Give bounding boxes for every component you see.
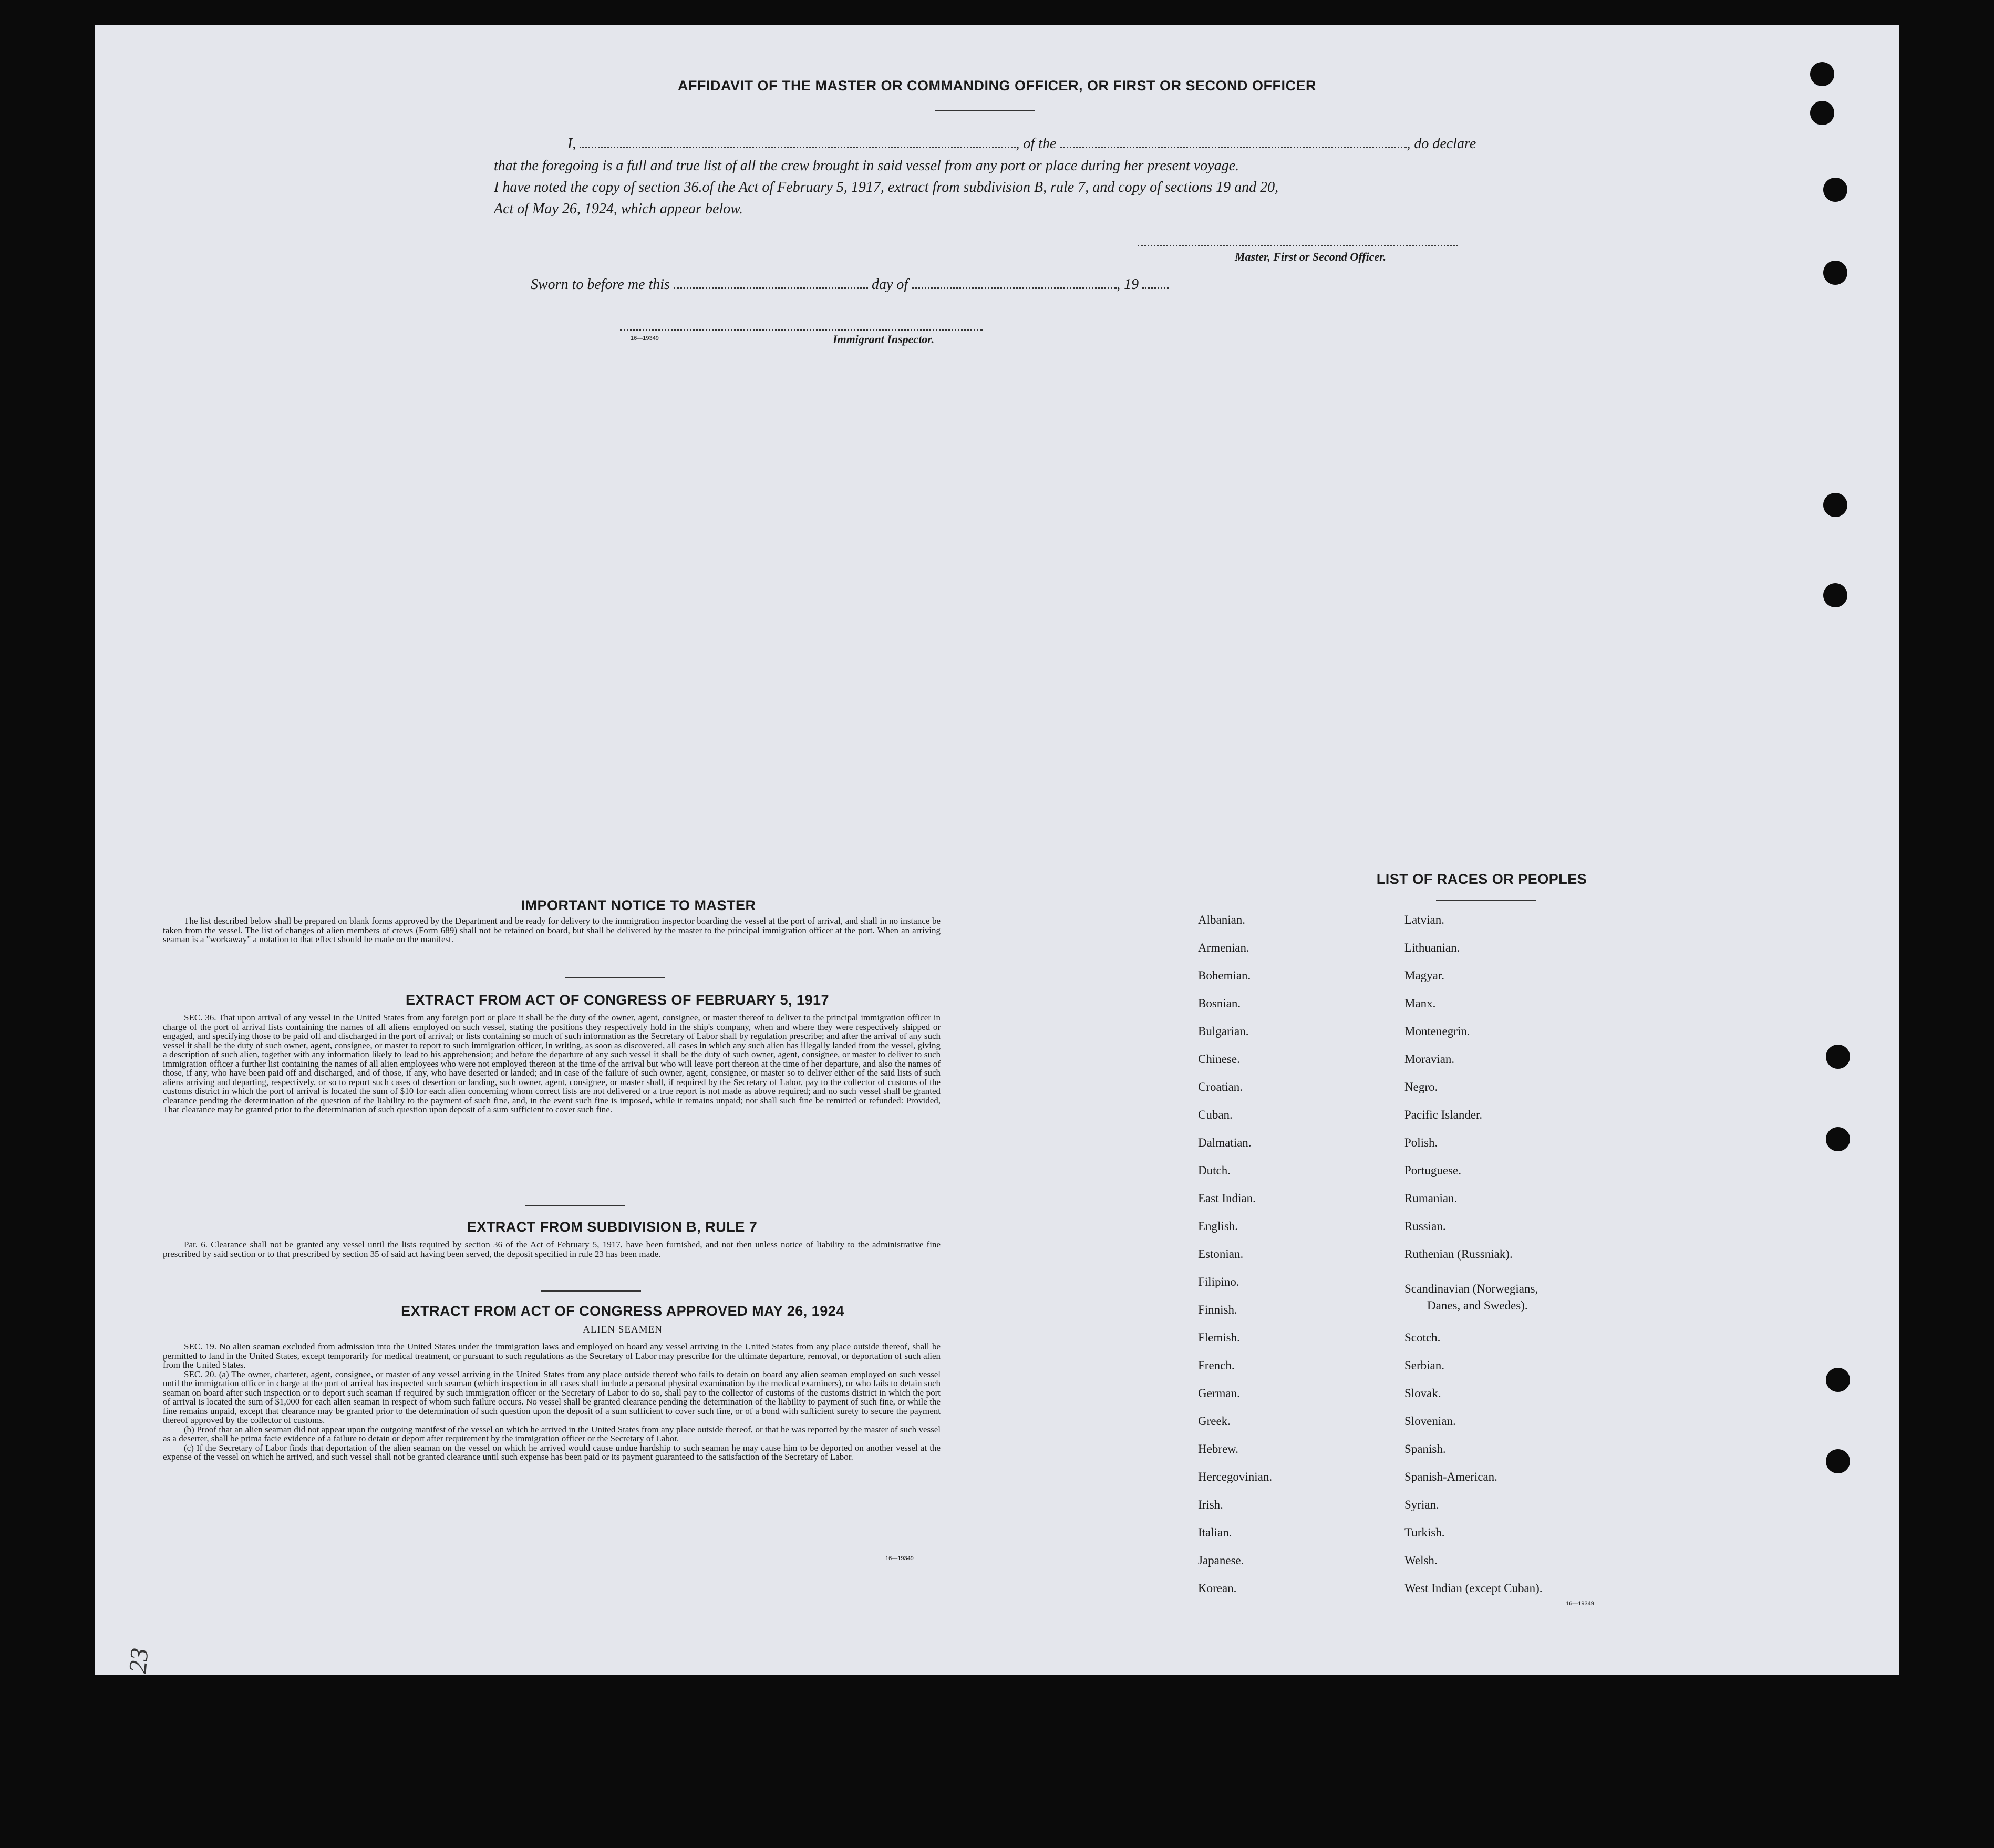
year-text: , 19 (1117, 276, 1139, 293)
extract-1924-heading: EXTRACT FROM ACT OF CONGRESS APPROVED MAY 26, 1924 (401, 1303, 844, 1319)
sec-20c-content: (c) If the Secretary of Labor finds that deportation of the alien seaman on the vessel on which he arrived would cause undue hardship to such seaman he may cause him to be deported on another vessel at the expense of the vessel on which he arrived, and such vessel shall not be granted clearance until such expense has been paid or its payment guaranteed to the satisfaction of the Secretary of Labor. (163, 1442, 941, 1462)
extract-rule7-text-content: Par. 6. Clearance shall not be granted any vessel until the lists required by section 36 of the Act of February 5, 1917, have been furnished, and not then unless notice of liability to the administrative fine prescribed by said section or to that prescribed by section 35 of said act having been served, the deposit specified in rule 23 has been made. (163, 1240, 941, 1259)
race-left-7: Croatian. (1198, 1080, 1243, 1093)
extract-form-number: 16—19349 (885, 1555, 914, 1562)
race-left-21: Hercegovinian. (1198, 1470, 1273, 1483)
races-rule (1436, 900, 1536, 901)
race-right-20: Spanish-American. (1404, 1470, 1497, 1483)
affidavit-line-4: Act of May 26, 1924, which appear below. (494, 201, 743, 217)
race-left-9: Dalmatian. (1198, 1136, 1252, 1149)
race-right-13: Ruthenian (Russniak). (1404, 1247, 1513, 1261)
affidavit-i: I, (567, 136, 576, 152)
affidavit-line-3: I have noted the copy of section 36.of the Act of February 5, 1917, extract from subdivision B, rule 7, and copy of sections 19 and 20, (494, 179, 1279, 195)
race-left-16: Flemish. (1198, 1331, 1240, 1344)
race-left-17: French. (1198, 1359, 1235, 1372)
race-right-6: Moravian. (1404, 1052, 1455, 1066)
race-left-15: Finnish. (1198, 1303, 1237, 1316)
race-right-23: Welsh. (1404, 1554, 1438, 1567)
affidavit-line-1 (531, 136, 1476, 152)
punch-hole (1823, 178, 1847, 202)
extract-1917-heading: EXTRACT FROM ACT OF CONGRESS OF FEBRUARY 5, 1917 (405, 992, 830, 1008)
extract-1917-block (163, 1013, 941, 1114)
race-left-11: East Indian. (1198, 1192, 1256, 1205)
race-left-6: Chinese. (1198, 1052, 1240, 1066)
punch-hole (1823, 583, 1847, 607)
sworn-month-blank[interactable] (912, 277, 1117, 289)
heading-rule (935, 110, 1035, 111)
race-left-20: Hebrew. (1198, 1442, 1239, 1455)
race-right-3: Magyar. (1404, 969, 1445, 982)
race-left-14: Filipino. (1198, 1275, 1239, 1288)
race-right-14b: Danes, and Swedes). (1427, 1299, 1528, 1312)
sworn-text: Sworn to before me this (531, 276, 670, 293)
race-right-17: Slovak. (1404, 1387, 1441, 1400)
affidavit-line-2: that the foregoing is a full and true list of all the crew brought in said vessel from any port or place during her present voyage. (494, 158, 1239, 174)
race-left-25: Korean. (1198, 1582, 1237, 1595)
sec-20b-content: (b) Proof that an alien seaman did not appear upon the outgoing manifest of the vessel on which he arrived in the United States from any place outside thereof, or that he was reported by the master of such vessel as a deserter, shall be prima facie evidence of a failure to detain or deport after requirement by the immigration officer or the Secretary of Labor. (163, 1424, 941, 1443)
race-right-15: Scotch. (1404, 1331, 1441, 1344)
inspector-signature-line[interactable] (620, 329, 983, 331)
name-blank[interactable] (580, 136, 1016, 148)
punch-hole (1826, 1045, 1850, 1069)
race-right-8: Pacific Islander. (1404, 1108, 1483, 1121)
race-right-10: Portuguese. (1404, 1164, 1461, 1177)
punch-hole (1823, 493, 1847, 517)
race-left-19: Greek. (1198, 1415, 1231, 1428)
day-of-text: day of (871, 276, 908, 293)
race-right-16: Serbian. (1404, 1359, 1445, 1372)
master-signature-caption: Master, First or Second Officer. (1235, 250, 1387, 263)
punch-hole (1810, 62, 1834, 86)
handwritten-mark: 23 (123, 1647, 154, 1675)
affidavit-heading: AFFIDAVIT OF THE MASTER OR COMMANDING OFFICER, OR FIRST OR SECOND OFFICER (678, 78, 1316, 94)
race-left-22: Irish. (1198, 1498, 1223, 1511)
race-right-24: West Indian (except Cuban). (1404, 1582, 1543, 1595)
race-right-7: Negro. (1404, 1080, 1438, 1093)
race-left-5: Bulgarian. (1198, 1025, 1249, 1038)
race-left-3: Bohemian. (1198, 969, 1251, 982)
notice-heading: IMPORTANT NOTICE TO MASTER (521, 897, 756, 913)
punch-hole (1826, 1127, 1850, 1151)
sworn-line (531, 276, 1169, 293)
notice-text-content: The list described below shall be prepared on blank forms approved by the Department and be ready for delivery to the immigration inspector boarding the vessel at the port of arrival, and shall in no instance be taken from the vessel. The list of changes of alien members of crews (Form 689) shall not be retained on board, but shall be delivered by the master to the principal immigration officer at the port. When an arriving seaman is a "workaway" a notation to that effect should be made on the manifest. (163, 916, 941, 944)
sec-19-content: SEC. 19. No alien seaman excluded from admission into the United States under the immigration laws and employed on board any vessel arriving in the United States from any place outside thereof, shall be permitted to land in the United States, except temporarily for medical treatment, or pursuant to such regulations as the Secretary of Labor may prescribe for the ultimate departure, removal, or deportation of such alien from the United States. (163, 1341, 941, 1370)
sec-20b-text (163, 1425, 941, 1443)
race-left-2: Armenian. (1198, 941, 1249, 954)
race-right-4: Manx. (1404, 997, 1436, 1010)
sworn-year-blank[interactable] (1142, 277, 1169, 289)
punch-hole (1810, 101, 1834, 125)
race-left-12: English. (1198, 1220, 1238, 1233)
extract-1917-text (163, 1013, 941, 1114)
master-signature-line[interactable] (1138, 245, 1458, 246)
sec-19-text (163, 1342, 941, 1370)
extract-rule7-text (163, 1240, 941, 1258)
punch-hole (1826, 1368, 1850, 1392)
sec-20c-text (163, 1443, 941, 1462)
extract-rule7-heading: EXTRACT FROM SUBDIVISION B, RULE 7 (467, 1219, 758, 1235)
punch-hole (1823, 261, 1847, 285)
race-right-19: Spanish. (1404, 1442, 1446, 1455)
notice-rule (565, 977, 665, 978)
race-right-5: Montenegrin. (1404, 1025, 1470, 1038)
race-right-22: Turkish. (1404, 1526, 1445, 1539)
extract-rule7-block (163, 1240, 941, 1258)
affidavit-of-the: , of the (1016, 136, 1057, 152)
extract-1917-rule (525, 1205, 625, 1206)
punch-hole (1826, 1449, 1850, 1473)
race-left-24: Japanese. (1198, 1554, 1244, 1567)
race-left-1: Albanian. (1198, 913, 1246, 926)
extract-1917-text-content: SEC. 36. That upon arrival of any vessel in the United States from any foreign port or place it shall be the duty of the owner, agent, consignee, or master thereof to deliver to the principal immigration officer in charge of the port of arrival lists containing the names of all aliens employed on such vessel, stating the positions they respectively hold in the ship's company, when and where they were respectively shipped or engaged, and specifying those to be paid off and discharged in the port of arrival; or lists containing so much of such information as the Secretary of Labor shall by regulation prescribe; and after the arrival of any such vessel it shall be the duty of such owner, agent, consignee, or master to report to such immigration officer, in writing, as soon as discovered, all cases in which any such alien has illegally landed from the vessel, giving a description of such alien, together with any information likely to lead to his apprehension; and before the departure of any such vessel it shall be the duty of such owner, agent, consignee, or master to deliver to such immigration officer a further list containing the names of all alien employees who were not employed thereon at the time of the arrival but who will leave port thereon at the time of her departure, and also the names of those, if any, who have been paid off and discharged, and of those, if any, who have deserted or landed; and in case of the failure of such owner, agent, consignee, or master so to deliver either of the said lists of such aliens arriving and departing, respectively, or so to report such cases of desertion or landing, such owner, agent, consignee, or master shall, if required by the Secretary of Labor, pay to the collector of customs of the customs district in which the port of arrival is located the sum of $10 for each alien concerning whom correct lists are not delivered or a true report is not made as above required; and no such vessel shall be granted clearance pending the determination of the question of the liability to the payment of such fine, and, in the event such fine is imposed, while it remains unpaid; nor shall such fine be remitted or refunded: Provided, That clearance may be granted prior to the determination of such question upon deposit of a sum sufficient to cover such fine. (163, 1013, 941, 1114)
race-right-2: Lithuanian. (1404, 941, 1460, 954)
races-form-number: 16—19349 (1566, 1601, 1594, 1607)
affidavit-form-number: 16—19349 (631, 335, 659, 342)
race-left-13: Estonian. (1198, 1247, 1244, 1261)
race-right-1: Latvian. (1404, 913, 1444, 926)
sec-20a-content: SEC. 20. (a) The owner, charterer, agent, consignee, or master of any vessel arriving in the United States from any place outside thereof who fails to detain on board any alien seaman employed on such vessel until the immigration officer in charge at the port of arrival has inspected such seaman (which inspection in all cases shall include a personal physical examination by the medical examiners), or who fails to detain such seaman on board after such inspection or to deport such seaman if required by such immigration officer or the Secretary of Labor to do so, shall pay to the collector of customs of the customs district in which the port of arrival is located the sum of $1,000 for each alien seaman in respect of whom such failure occurs. No vessel shall be granted clearance pending the determination of the liability to payment of such fine, or while the fine remains unpaid, except that clearance may be granted prior to the determination of such question upon the deposit of a sum sufficient to cover such fine, or of a bond with sufficient surety to secure the payment thereof approved by the collector of customs. (163, 1369, 941, 1425)
race-right-18: Slovenian. (1404, 1415, 1456, 1428)
races-heading: LIST OF RACES OR PEOPLES (1376, 871, 1587, 887)
form-page (95, 25, 1899, 1675)
race-left-18: German. (1198, 1387, 1240, 1400)
race-left-10: Dutch. (1198, 1164, 1231, 1177)
race-left-23: Italian. (1198, 1526, 1232, 1539)
vessel-blank[interactable] (1060, 136, 1407, 148)
race-right-9: Polish. (1404, 1136, 1438, 1149)
inspector-caption: Immigrant Inspector. (833, 333, 935, 346)
affidavit-declare: , do declare (1407, 136, 1476, 152)
sworn-day-blank[interactable] (674, 277, 868, 289)
race-left-8: Cuban. (1198, 1108, 1233, 1121)
extract-rule7-rule (541, 1290, 641, 1292)
race-left-4: Bosnian. (1198, 997, 1241, 1010)
notice-block (163, 916, 941, 944)
notice-text (163, 916, 941, 944)
race-right-14: Scandinavian (Norwegians, (1404, 1282, 1538, 1295)
race-right-11: Rumanian. (1404, 1192, 1458, 1205)
extract-1924-block (163, 1342, 941, 1462)
sec-20a-text (163, 1370, 941, 1425)
race-right-12: Russian. (1404, 1220, 1446, 1233)
race-right-21: Syrian. (1404, 1498, 1439, 1511)
alien-seamen-subheading: ALIEN SEAMEN (583, 1324, 663, 1335)
